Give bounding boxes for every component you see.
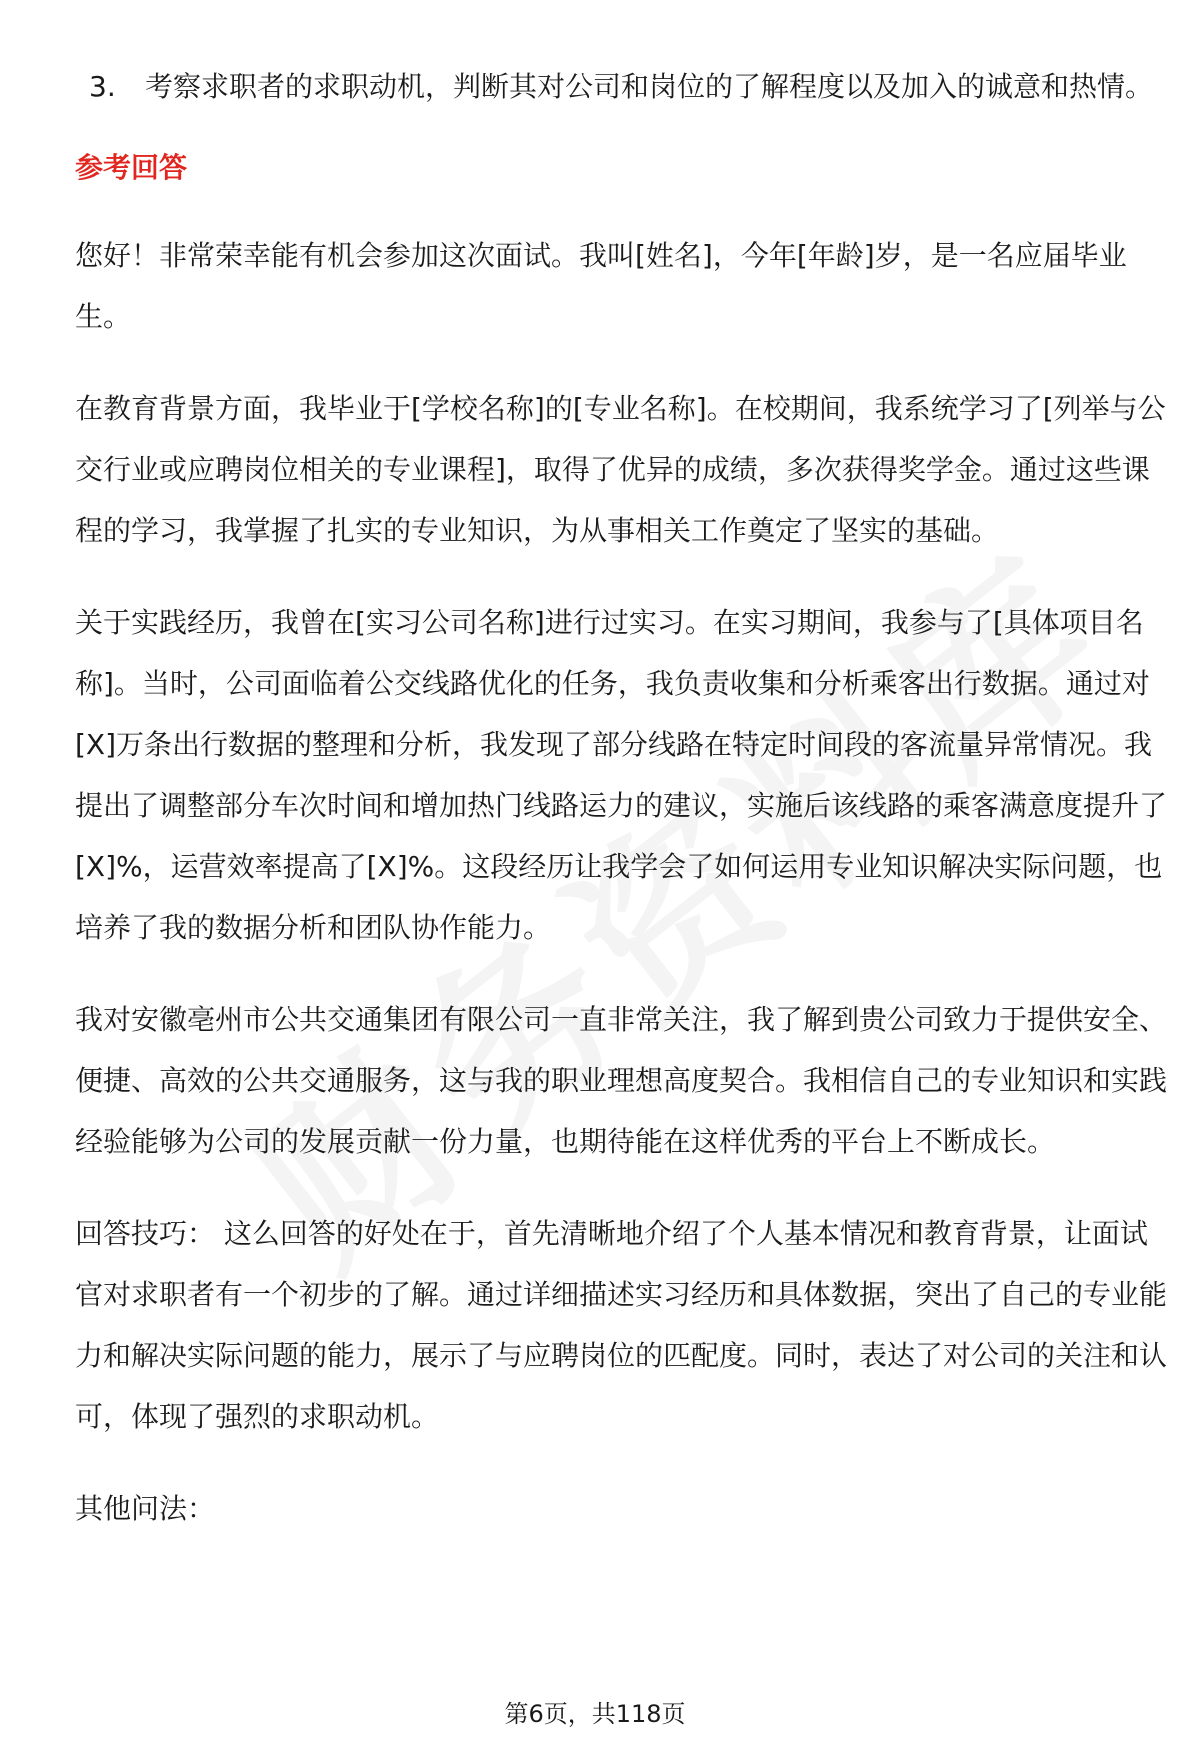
paragraph-answer-tips: 回答技巧： 这么回答的好处在于，首先清晰地介绍了个人基本情况和教育背景，让面试官对求职者有一个初步的了解。通过详细描述实习经历和具体数据，突出了自己的专业能力和解决实际问题的能力，展示了与应聘岗位的匹配度。同时，表达了对公司的关注和认可，体现了强烈的求职动机。 xyxy=(75,1217,1168,1433)
paragraph-experience: 关于实践经历，我曾在[实习公司名称]进行过实习。在实习期间，我参与了[具体项目名称]。当时，公司面临着公交线路优化的任务，我负责收集和分析乘客出行数据。通过对[X]万条出行数据的整理和分析，我发现了部分线路在特定时间段的客流量异常情况。我提出了调整部分车次时间和增加热门线路运力的建议，实施后该线路的乘客满意度提升了[X]%，运营效率提高了[X]%。这段经历让我学会了如何运用专业知识解决实际问题，也培养了我的数据分析和团队协作能力。 xyxy=(75,606,1168,944)
paragraph-motivation: 我对安徽亳州市公共交通集团有限公司一直非常关注，我了解到贵公司致力于提供安全、便捷、高效的公共交通服务，这与我的职业理想高度契合。我相信自己的专业知识和实践经验能够为公司的发展贡献一份力量，也期待能在这样优秀的平台上不断成长。 xyxy=(75,1003,1168,1158)
answer-heading: 参考回答 xyxy=(75,151,188,184)
list-item-number: 3. xyxy=(89,70,116,103)
list-item-3 xyxy=(89,56,1175,117)
paragraph-education: 在教育背景方面，我毕业于[学校名称]的[专业名称]。在校期间，我系统学习了[列举与公交行业或应聘岗位相关的专业课程]，取得了优异的成绩，多次获得奖学金。通过这些课程的学习，我掌握了扎实的专业知识，为从事相关工作奠定了坚实的基础。 xyxy=(75,392,1166,547)
paragraph-greeting: 您好！非常荣幸能有机会参加这次面试。我叫[姓名]，今年[年龄]岁，是一名应届毕业生。 xyxy=(75,239,1127,333)
page-footer: 第6页，共118页 xyxy=(504,1700,686,1728)
page-content xyxy=(75,56,1175,1570)
paragraph-other-questions: 其他问法： xyxy=(75,1492,216,1525)
list-item-text: 考察求职者的求职动机，判断其对公司和岗位的了解程度以及加入的诚意和热情。 xyxy=(145,70,1154,103)
